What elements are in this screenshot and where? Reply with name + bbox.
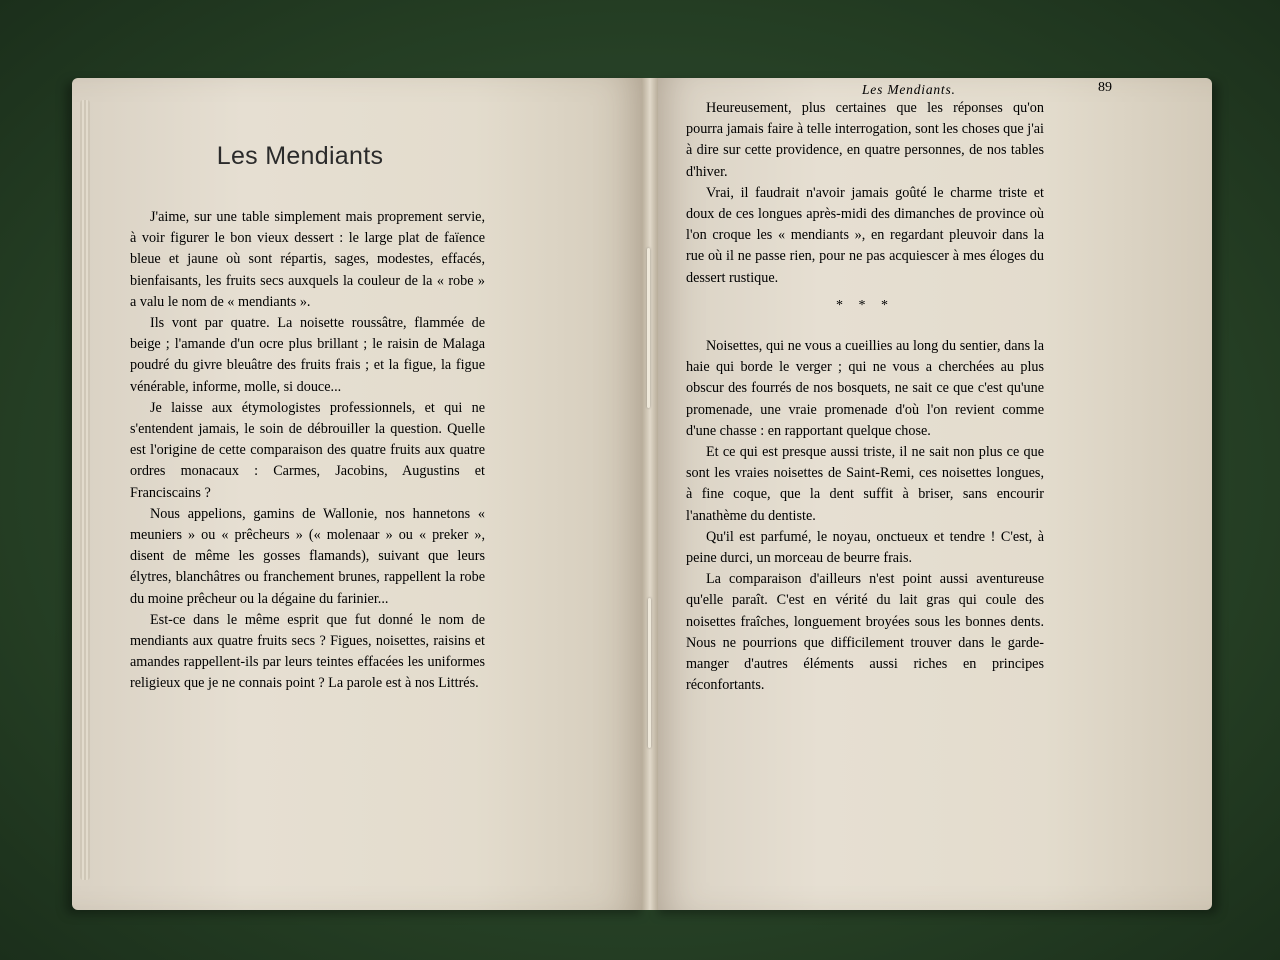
paragraph: J'aime, sur une table simplement mais proprement servie, à voir figurer le bon vieux dessert : le large plat de faïence bleue et jaune où sont répartis, sages, modestes, effacés, bienfaisants, les fruits secs auxquels la couleur de la « robe » a valu le nom de « mendiants ». xyxy=(130,209,485,310)
paragraph: Qu'il est parfumé, le noyau, onctueux et tendre ! C'est, à peine durci, un morceau de beurre frais. xyxy=(686,528,1044,567)
paragraph: Est-ce dans le même esprit que fut donné le nom de mendiants aux quatre fruits secs ? Figues, noisettes, raisins et amandes rappellent-ils par leurs teintes effacées les uniformes religieux que je ne connais point ? La parole est à nos Littrés. xyxy=(130,611,485,692)
book-gutter xyxy=(642,78,658,910)
binding-stitch xyxy=(647,248,650,408)
paragraph: Vrai, il faudrait n'avoir jamais goûté le charme triste et doux de ces longues après-midi des dimanches de province où l'on croque les « mendiants », en regardant pleuvoir dans la rue où il ne passe rien, pour ne pas acquiescer à mes éloges du dessert rustique. xyxy=(686,184,1044,286)
chapter-title: Les Mendiants xyxy=(216,142,384,170)
binding-stitch xyxy=(648,598,651,748)
paragraph: Ils vont par quatre. La noisette roussâtre, flammée de beige ; l'amande d'un ocre plus brillant ; le raisin de Malaga poudré du givre bleuâtre des fruits frais ; et la figue, la figue vénérable, informe, molle, si douce... xyxy=(130,315,485,395)
paragraph: Nous appelions, gamins de Wallonie, nos hannetons « meuniers » ou « prêcheurs » (« molenaar » ou « preker », disent de même les gosses flamands), suivant que leurs élytres, blanchâtres ou franchement brunes, rappellent la robe du moine prêcheur ou la dégaine du farinier... xyxy=(130,505,485,607)
paragraph: Heureusement, plus certaines que les réponses qu'on pourra jamais faire à telle interrogation, sont les choses que j'ai à dire sur cette providence, en quatre personnes, de nos tables d'hiver. xyxy=(686,100,1044,180)
right-page-text xyxy=(686,98,1044,696)
page-number: 89 xyxy=(1098,80,1112,95)
paragraph: Noisettes, qui ne vous a cueillies au long du sentier, dans la haie qui borde le verger ; qui ne vous a cherchées au plus obscur des fourrés de nos bosquets, ne sait ce que c'est qu'une promenade, une vraie promenade d'où l'on revient comme d'une chasse : en rapportant quelque chose. xyxy=(686,338,1044,439)
paragraph: La comparaison d'ailleurs n'est point aussi aventureuse qu'elle paraît. C'est en vérité du lait gras qui coule des noisettes fraîches, longuement broyées sous les bonnes dents. Nous ne pourrions que difficilement trouver dans le garde-manger d'autres éléments aussi riches en principes réconfortants. xyxy=(686,571,1044,694)
running-head: Les Mendiants. xyxy=(862,82,956,97)
section-ornament: * * * xyxy=(836,297,894,313)
paragraph: Je laisse aux étymologistes professionnels, et qui ne s'entendent jamais, le soin de débrouiller la question. Quelle est l'origine de cette comparaison des quatre fruits aux quatre ordres monacaux : Carmes, Jacobins, Augustins et Franciscains ? xyxy=(130,399,485,501)
left-page-text xyxy=(130,207,485,695)
page-edge xyxy=(80,100,90,880)
paragraph: Et ce qui est presque aussi triste, il ne sait non plus ce que sont les vraies noisettes de Saint-Remi, ces noisettes longues, à fine coque, que la dent suffit à briser, sans encourir l'anathème du dentiste. xyxy=(686,444,1044,524)
